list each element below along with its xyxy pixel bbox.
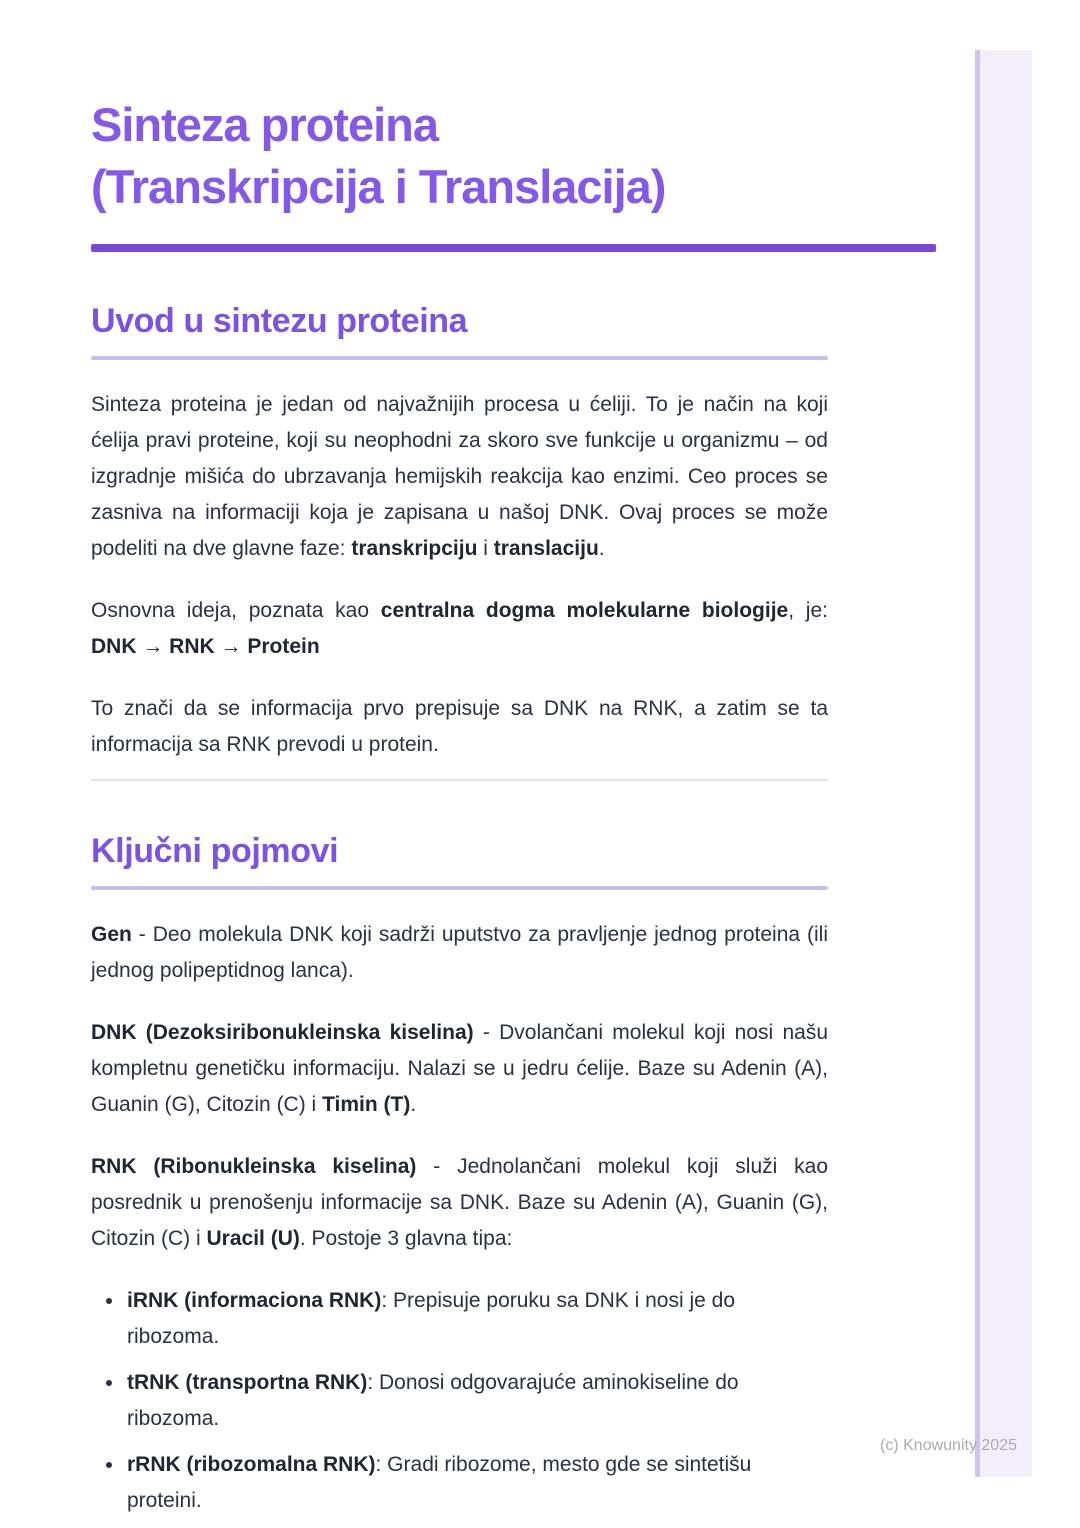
list-item-rrnk: • rRNK (ribozomalna RNK): Gradi ribozome, mesto gde se sintetišu proteini. xyxy=(125,1447,828,1519)
list-item-trnk: • tRNK (transportna RNK): Donosi odgovarajuće aminokiseline do ribozoma. xyxy=(125,1365,828,1437)
section-divider xyxy=(91,779,828,781)
paragraph-intro: Sinteza proteina je jedan od najvažnijih procesa u ćeliji. To je način na koji ćelija pravi proteine, koji su neophodni za skoro sve funkcije u organizmu – od izgradnje mišića do ubrzavanja hemijskih reakcija kao enzimi. Ceo proces se zasniva na informaciji koja je zapisana u našoj DNK. Ovaj proces se može podeliti na dve glavne faze: transkripciju i translaciju. xyxy=(91,393,828,561)
section-heading-uvod: Uvod u sintezu proteina xyxy=(91,302,468,341)
list-item-irnk: • iRNK (informaciona RNK): Prepisuje poruku sa DNK i nosi je do ribozoma. xyxy=(125,1283,828,1355)
title-rule xyxy=(91,244,936,252)
paragraph-gen: Gen - Deo molekula DNK koji sadrži uputstvo za pravljenje jednog proteina (ili jednog polipeptidnog lanca). xyxy=(91,923,828,983)
footer-credit: (c) Knowunity 2025 xyxy=(880,1437,1017,1454)
heading-underline xyxy=(91,356,828,360)
heading-underline xyxy=(91,886,828,890)
paragraph-dnk: DNK (Dezoksiribonukleinska kiselina) - Dvolančani molekul koji nosi našu kompletnu genetičku informaciju. Nalazi se u jedru ćelije. Baze su Adenin (A), Guanin (G), Citozin (C) i Timin (T). xyxy=(91,1021,828,1117)
rnk-types-list xyxy=(91,1283,828,1519)
page-title-line2: (Transkripcija i Translacija) xyxy=(91,160,666,214)
paragraph-rnk: RNK (Ribonukleinska kiselina) - Jednolančani molekul koji služi kao posrednik u prenošenju informacije sa DNK. Baze su Adenin (A), Guanin (G), Citozin (C) i Uracil (U). Postoje 3 glavna tipa: xyxy=(91,1155,829,1251)
content-column xyxy=(91,0,936,1519)
page-title xyxy=(91,94,936,218)
side-stripe xyxy=(975,50,1032,1477)
page-title-line1: Sinteza proteina xyxy=(91,98,439,151)
paragraph-dogma-explanation: To znači da se informacija prvo prepisuje sa DNK na RNK, a zatim se ta informacija sa RNK prevodi u protein. xyxy=(91,697,828,757)
paragraph-central-dogma: Osnovna ideja, poznata kao centralna dogma molekularne biologije, je: DNK → RNK → Protein xyxy=(91,599,828,659)
section-heading-pojmovi: Ključni pojmovi xyxy=(91,832,339,871)
